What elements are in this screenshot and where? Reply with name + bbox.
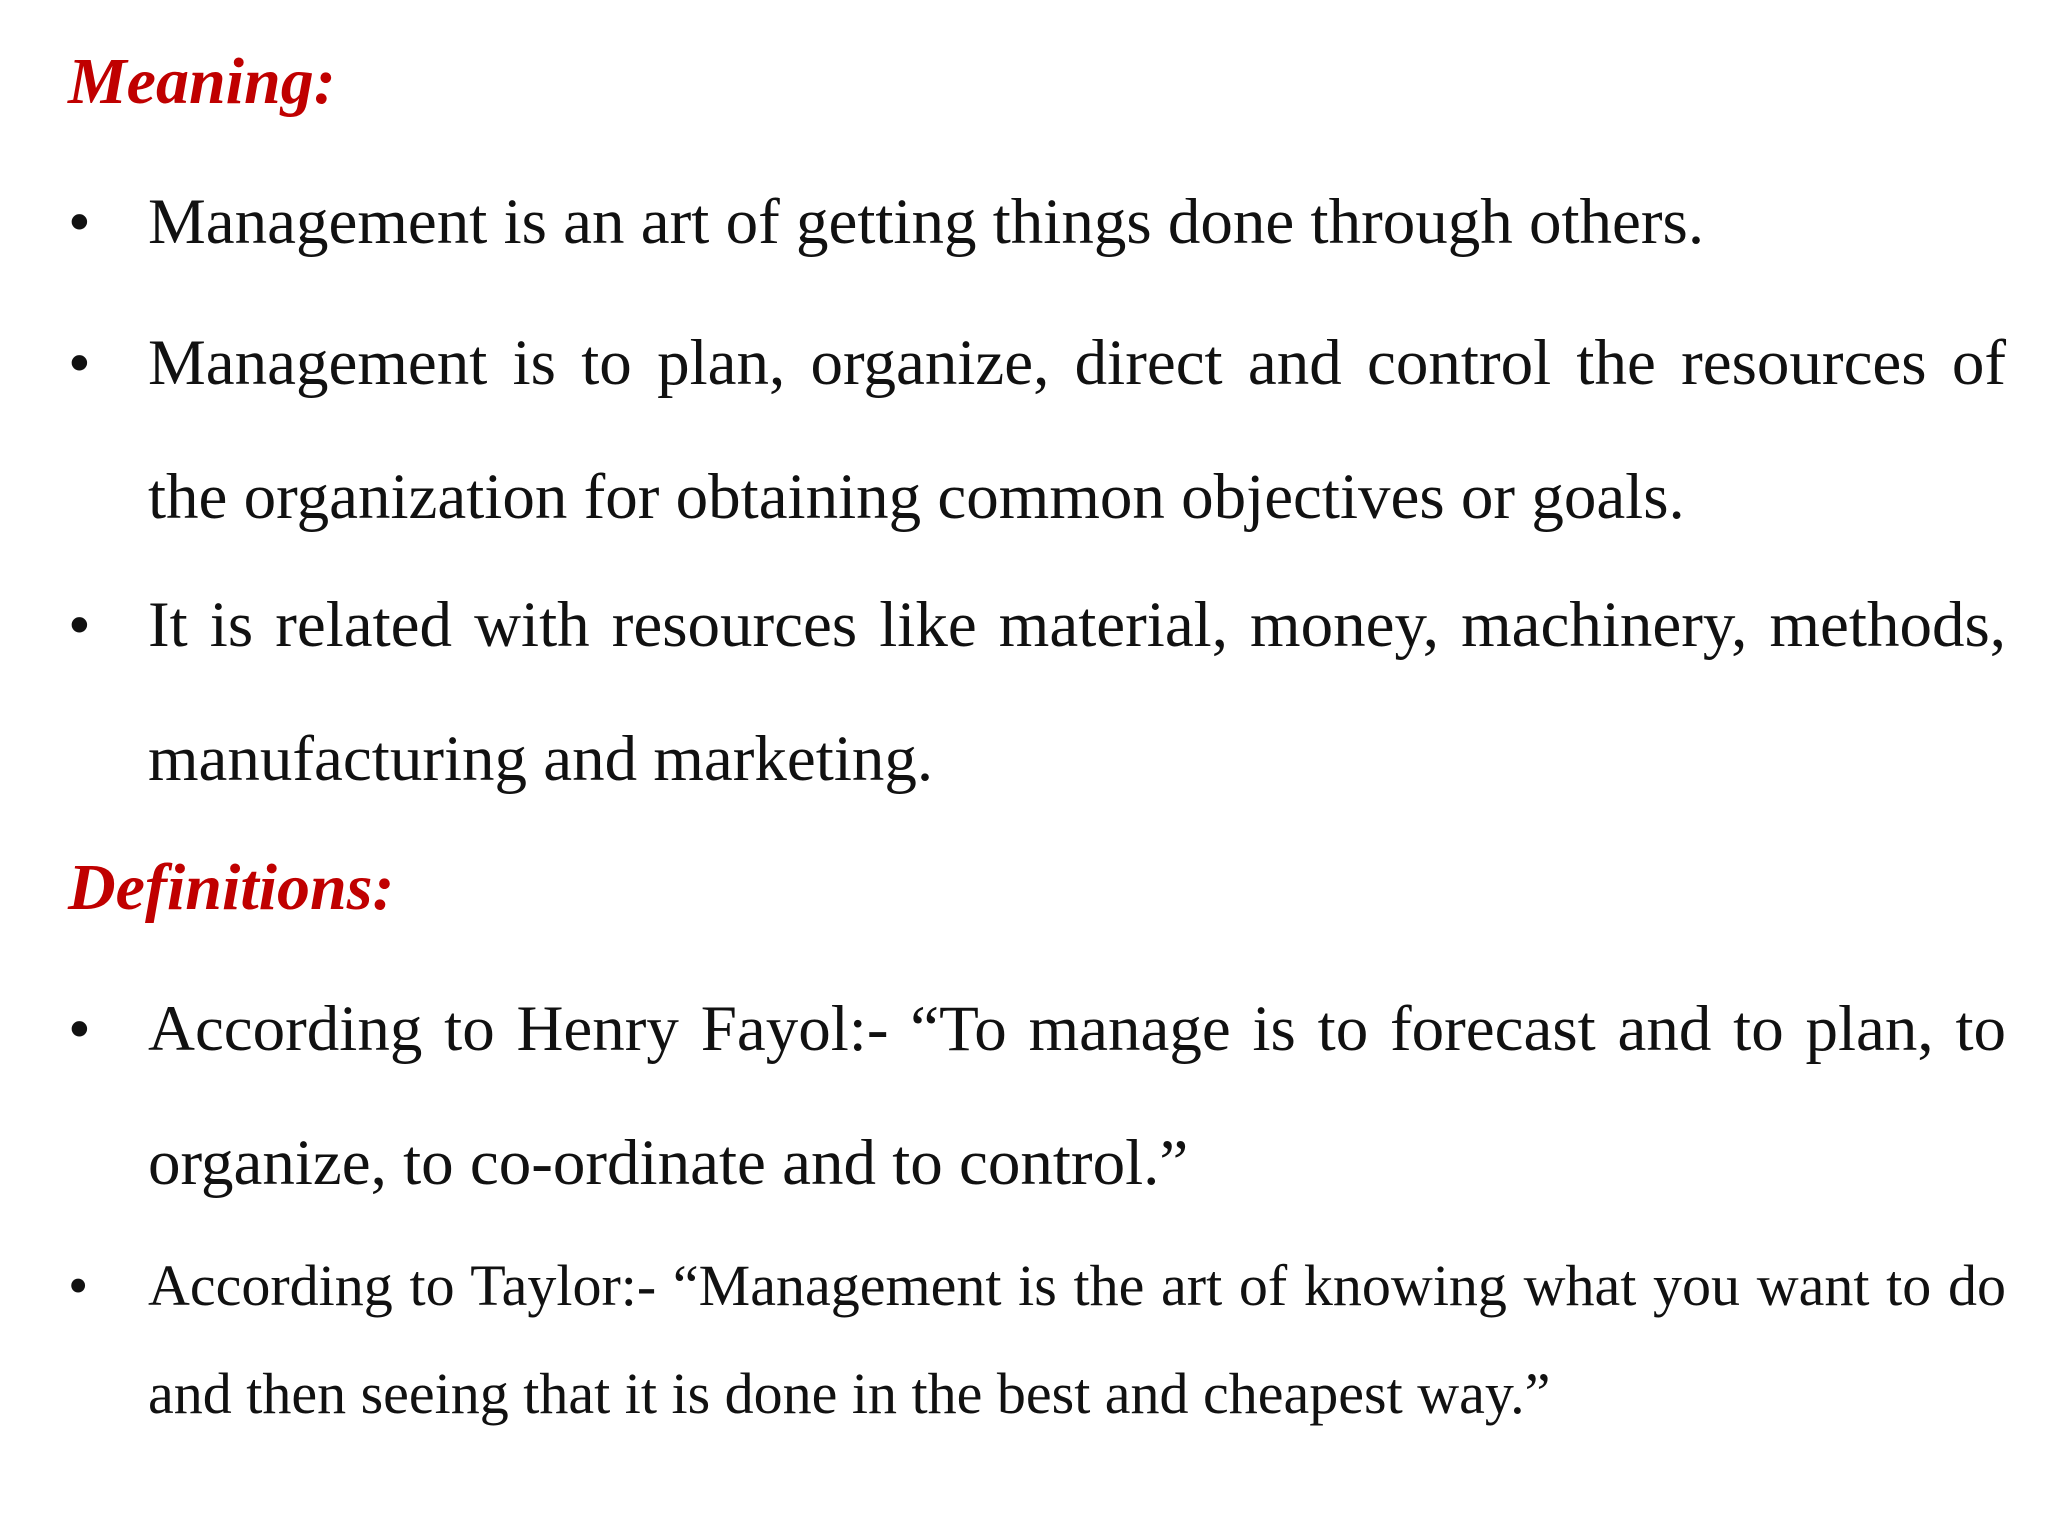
meaning-bullet-text: Management is an art of getting things done through others.	[148, 186, 1705, 258]
bullet-icon: •	[68, 589, 91, 661]
meaning-bullet-text: It is related with resources like material, money, machinery, methods, manufacturing and marketing.	[148, 589, 2006, 795]
definition-bullet-text: According to Taylor:- “Management is the art of knowing what you want to do and then seeing that it is done in the best and cheapest way.”	[148, 1253, 2006, 1426]
meaning-bullet-text: Management is to plan, organize, direct and control the resources of the organization for obtaining common objectives or goals.	[148, 327, 2006, 533]
bullet-icon: •	[68, 327, 91, 399]
bullet-icon: •	[68, 993, 91, 1065]
definition-bullet-text: According to Henry Fayol:- “To manage is to forecast and to plan, to organize, to co-ordinate and to control.”	[148, 993, 2006, 1199]
bullet-icon: •	[68, 1253, 89, 1318]
definitions-heading: Definitions:	[68, 851, 395, 924]
meaning-heading: Meaning:	[68, 45, 336, 118]
bullet-icon: •	[68, 186, 91, 258]
